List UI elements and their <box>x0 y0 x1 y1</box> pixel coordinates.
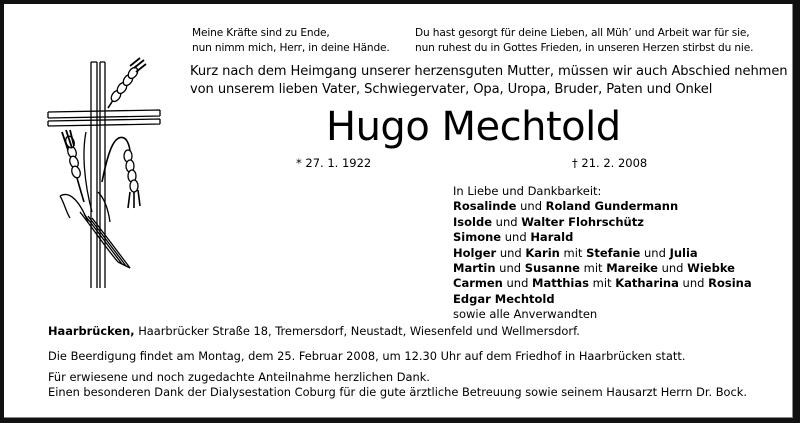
mourner-name: Rosalinde <box>453 199 517 214</box>
deceased-name: Hugo Mechtold <box>326 104 621 150</box>
verse-right-line-1: Du hast gesorgt für deine Lieben, all Müh’ und Arbeit war für sie, <box>415 27 750 39</box>
mourner-name: Susanne <box>524 261 580 276</box>
verse-right-line-2: nun ruhest du in Gottes Frieden, in unseren Herzen stirbst du nie. <box>415 42 754 54</box>
mourner-rows <box>453 199 752 307</box>
mourner-name: Mareike <box>606 261 658 276</box>
mourner-name: Edgar Mechtold <box>453 291 555 306</box>
mourner-row <box>453 261 752 276</box>
verse-left-line-1: Meine Kräfte sind zu Ende, <box>192 27 330 39</box>
obituary-notice <box>4 4 793 418</box>
mourner-name: Stefanie <box>586 245 641 260</box>
verse-left-line-2: nun nimm mich, Herr, in deine Hände. <box>192 42 390 54</box>
cross-with-wheat-icon <box>44 52 172 290</box>
connector-text: und <box>502 276 533 291</box>
mourner-name: Julia <box>669 245 698 260</box>
mourner-row <box>453 199 752 214</box>
mourners-closing: sowie alle Anverwandten <box>453 307 598 322</box>
mourner-name: Matthias <box>532 276 589 291</box>
mourner-row <box>453 292 752 307</box>
mourner-name: Katharina <box>615 276 679 291</box>
mourner-name: Harald <box>530 230 574 245</box>
connector-text: mit <box>559 245 587 260</box>
death-date: † 21. 2. 2008 <box>572 156 648 170</box>
address-town: Haarbrücken, <box>48 324 135 338</box>
intro-text <box>190 63 787 99</box>
thanks-line-1: Für erwiesene und noch zugedachte Anteilnahme herzlichen Dank. <box>48 370 430 384</box>
verse-right <box>415 26 753 56</box>
connector-text: und <box>516 199 546 214</box>
connector-text: und <box>678 276 709 291</box>
funeral-info: Die Beerdigung findet am Montag, dem 25. Februar 2008, um 12.30 Uhr auf dem Friedhof in Haarbrücken statt. <box>48 349 686 363</box>
mourner-row <box>453 246 752 261</box>
mourners-heading: In Liebe und Dankbarkeit: <box>453 184 602 198</box>
connector-text: und <box>640 245 670 260</box>
connector-text: und <box>657 261 688 276</box>
verse-left <box>192 26 390 56</box>
mourner-name: Karin <box>525 245 560 260</box>
mourner-name: Roland Gundermann <box>545 199 679 214</box>
mourner-name: Simone <box>453 230 502 245</box>
connector-text: und <box>496 245 526 260</box>
mourner-row <box>453 215 752 230</box>
connector-text: mit <box>579 261 607 276</box>
intro-line-1: Kurz nach dem Heimgang unserer herzensguten Mutter, müssen wir auch Abschied nehmen <box>190 64 788 79</box>
thanks-text <box>48 370 747 400</box>
address-rest: Haarbrücker Straße 18, Tremersdorf, Neustadt, Wiesenfeld und Wellmersdorf. <box>134 324 580 338</box>
birth-date: * 27. 1. 1922 <box>296 156 372 170</box>
mourner-name: Isolde <box>453 214 492 229</box>
mourners-list <box>453 184 752 323</box>
thanks-line-2: Einen besonderen Dank der Dialysestation Coburg für die gute ärztliche Betreuung sowie seinem Hausarzt Herrn Dr. Bock. <box>48 385 747 399</box>
mourner-name: Wiebke <box>687 261 735 276</box>
mourner-name: Walter Flohrschütz <box>521 214 644 229</box>
address-line <box>48 324 580 339</box>
mourner-row <box>453 276 752 291</box>
intro-line-2: von unserem lieben Vater, Schwiegervater, Opa, Uropa, Bruder, Paten und Onkel <box>190 82 713 97</box>
connector-text: mit <box>588 276 616 291</box>
connector-text: und <box>501 230 531 245</box>
connector-text: und <box>495 261 525 276</box>
mourner-name: Carmen <box>453 276 503 291</box>
mourner-row <box>453 230 752 245</box>
mourner-name: Holger <box>453 245 497 260</box>
mourner-name: Martin <box>453 261 496 276</box>
mourner-name: Rosina <box>708 276 752 291</box>
connector-text: und <box>492 214 522 229</box>
